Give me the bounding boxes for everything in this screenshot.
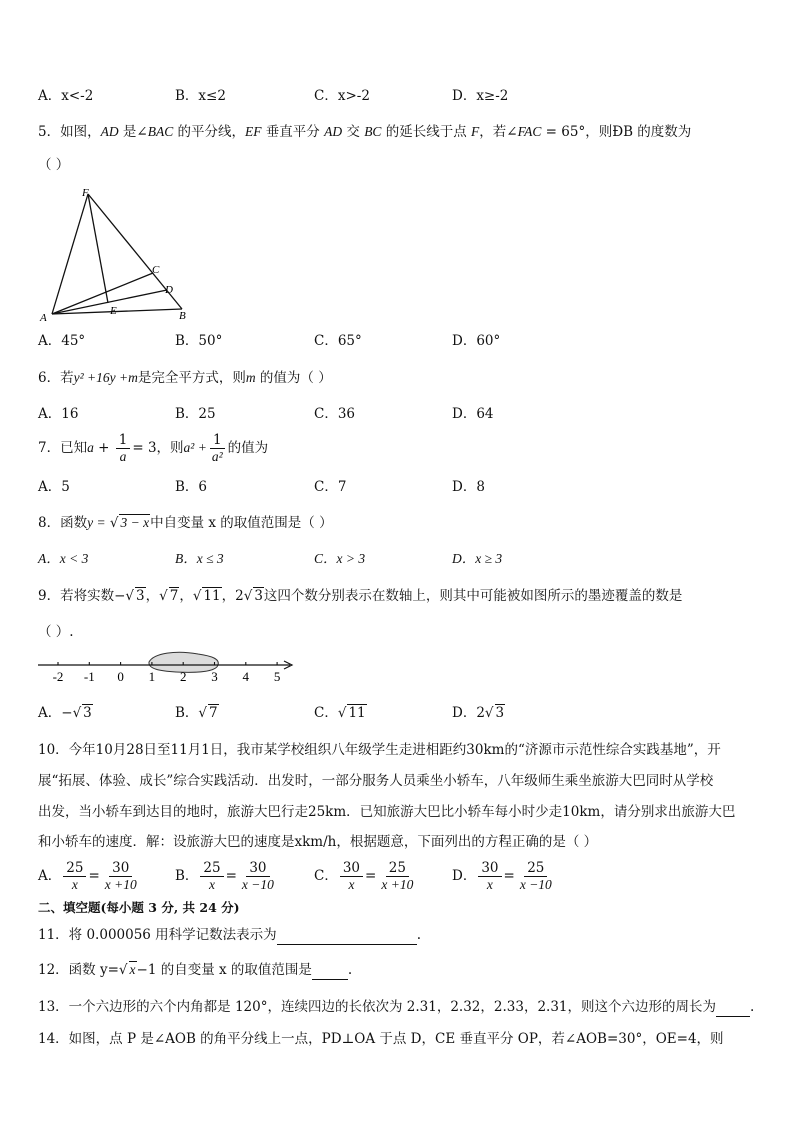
q7-stem: 7．已知a + $\frac{1}{a}$ = 3，则a² + $\frac{1}{\text{a²}}$ 的值为 bbox=[38, 432, 269, 464]
q5-option-b: B．50° bbox=[175, 333, 223, 349]
q5-answer-paren: （ ） bbox=[38, 157, 70, 173]
q9-option-d: D．2√ 3 bbox=[452, 705, 505, 721]
q12-answer-blank[interactable] bbox=[312, 965, 348, 980]
tick-label: -1 bbox=[83, 669, 95, 684]
q5-option-a: A．45° bbox=[38, 333, 86, 349]
section-title: 二、填空题(每小题 3 分, 共 24 分) bbox=[38, 900, 240, 915]
label-d: D bbox=[165, 284, 173, 296]
q5-figure bbox=[36, 182, 196, 322]
q10-line-1: 10．今年10月28日至11月1日，我市某学校组织八年级学生走进相距约30km的“济源市示范性综合实践基地”，开 bbox=[38, 742, 721, 758]
label-a: A bbox=[40, 312, 47, 322]
segment-ac bbox=[52, 273, 153, 314]
q13-answer-blank[interactable] bbox=[716, 1002, 750, 1017]
q8-option-b: B．x ≤ 3 bbox=[175, 551, 224, 566]
q9-answer-paren: （ ）. bbox=[38, 624, 74, 640]
q4-option-b: B．x≤2 bbox=[175, 88, 226, 104]
q7-option-a: A．5 bbox=[38, 479, 70, 495]
segment-fe bbox=[88, 194, 108, 303]
q10-line-2: 展“拓展、体验、成长”综合实践活动．出发时，一部分服务人员乘坐小轿车，八年级师生乘坐旅游大巴同时从学校 bbox=[38, 773, 714, 789]
q7-fraction-2: $\frac{1}{\text{a²}}$ bbox=[211, 432, 223, 464]
q12-stem: 12．函数 y=√ x−1 的自变量 x 的取值范围是 . bbox=[38, 962, 353, 978]
q10-line-4: 和小轿车的速度．解：设旅游大巴的速度是xkm/h，根据题意，下面列出的方程正确的是（ ） bbox=[38, 834, 598, 850]
q10-option-d: D． $\frac{30}{x}$ = $\frac{25}{x -10}$ bbox=[452, 860, 552, 892]
tick-label: -2 bbox=[52, 669, 64, 684]
q7-option-c: C．7 bbox=[314, 479, 347, 495]
q9-number-line bbox=[36, 650, 298, 684]
q11-answer-blank[interactable] bbox=[277, 930, 417, 945]
q4-option-c: C．x>-2 bbox=[314, 88, 370, 104]
q6-option-a: A．16 bbox=[38, 406, 79, 422]
q5-option-d: D．60° bbox=[452, 333, 501, 349]
q9-stem: 9．若将实数−√ 3，√ 7，√ 11，2√ 3这四个数分别表示在数轴上，则其中可能被如图所示的墨迹覆盖的数是 bbox=[38, 588, 683, 604]
q5-option-c: C．65° bbox=[314, 333, 362, 349]
tick-label: 3 bbox=[211, 669, 218, 684]
tick-label: 1 bbox=[148, 669, 156, 684]
tick-label: 5 bbox=[273, 669, 281, 684]
q8-stem: 8．函数y = √ 3 − x中自变量 x 的取值范围是（ ） bbox=[38, 515, 333, 531]
q8-option-d: D．x ≥ 3 bbox=[452, 551, 503, 566]
q13-stem: 13．一个六边形的六个内角都是 120°，连续四边的长依次为 2.31，2.32，2.33，2.31，则这个六边形的周长为 . bbox=[38, 999, 755, 1015]
q14-stem: 14．如图，点 P 是∠AOB 的角平分线上一点，PD⊥OA 于点 D，CE 垂直平分 OP，若∠AOB=30°，OE=4，则 bbox=[38, 1031, 724, 1047]
tick-label: 4 bbox=[242, 669, 250, 684]
q6-stem: 6．若y² +16y +m是完全平方式，则m 的值为（ ） bbox=[38, 370, 332, 386]
label-c: C bbox=[152, 264, 160, 276]
q9-option-a: A．−√ 3 bbox=[38, 705, 92, 721]
tick-label: 0 bbox=[117, 669, 124, 684]
q11-stem: 11．将 0.000056 用科学记数法表示为 . bbox=[38, 927, 421, 943]
q7-fraction-1: $\frac{1}{a}$ bbox=[116, 433, 131, 464]
q10-option-c: C． $\frac{30}{x}$ = $\frac{25}{x +10}$ bbox=[314, 860, 414, 892]
q5-stem: 5．如图，AD 是∠BAC 的平分线，EF 垂直平分 AD 交 BC 的延长线于点 F，若∠FAC = 65°，则ÐB 的度数为 bbox=[38, 124, 692, 140]
q6-option-c: C．36 bbox=[314, 406, 356, 422]
q6-option-d: D．64 bbox=[452, 406, 494, 422]
label-b: B bbox=[179, 310, 186, 322]
q4-option-d: D．x≥-2 bbox=[452, 88, 509, 104]
q6-option-b: B．25 bbox=[175, 406, 216, 422]
q8-option-c: C．x > 3 bbox=[314, 551, 366, 566]
label-f: F bbox=[82, 187, 89, 199]
q7-option-b: B．6 bbox=[175, 479, 208, 495]
q4-option-a: A．x<-2 bbox=[38, 88, 94, 104]
segment-af bbox=[52, 194, 88, 314]
q10-option-a: A． $\frac{25}{x}$ = $\frac{30}{x +10}$ bbox=[38, 860, 137, 892]
q10-line-3: 出发，当小轿车到达目的地时，旅游大巴行走25km．已知旅游大巴比小轿车每小时少走10km，请分别求出旅游大巴 bbox=[38, 804, 736, 820]
label-e: E bbox=[110, 305, 117, 317]
q8-option-a: A．x < 3 bbox=[38, 551, 89, 566]
q9-option-c: C．√ 11 bbox=[314, 705, 366, 721]
q7-option-d: D．8 bbox=[452, 479, 485, 495]
tick-label: 2 bbox=[179, 669, 187, 684]
q9-option-b: B．√ 7 bbox=[175, 705, 218, 721]
q10-option-b: B． $\frac{25}{x}$ = $\frac{30}{x -10}$ bbox=[175, 860, 274, 892]
